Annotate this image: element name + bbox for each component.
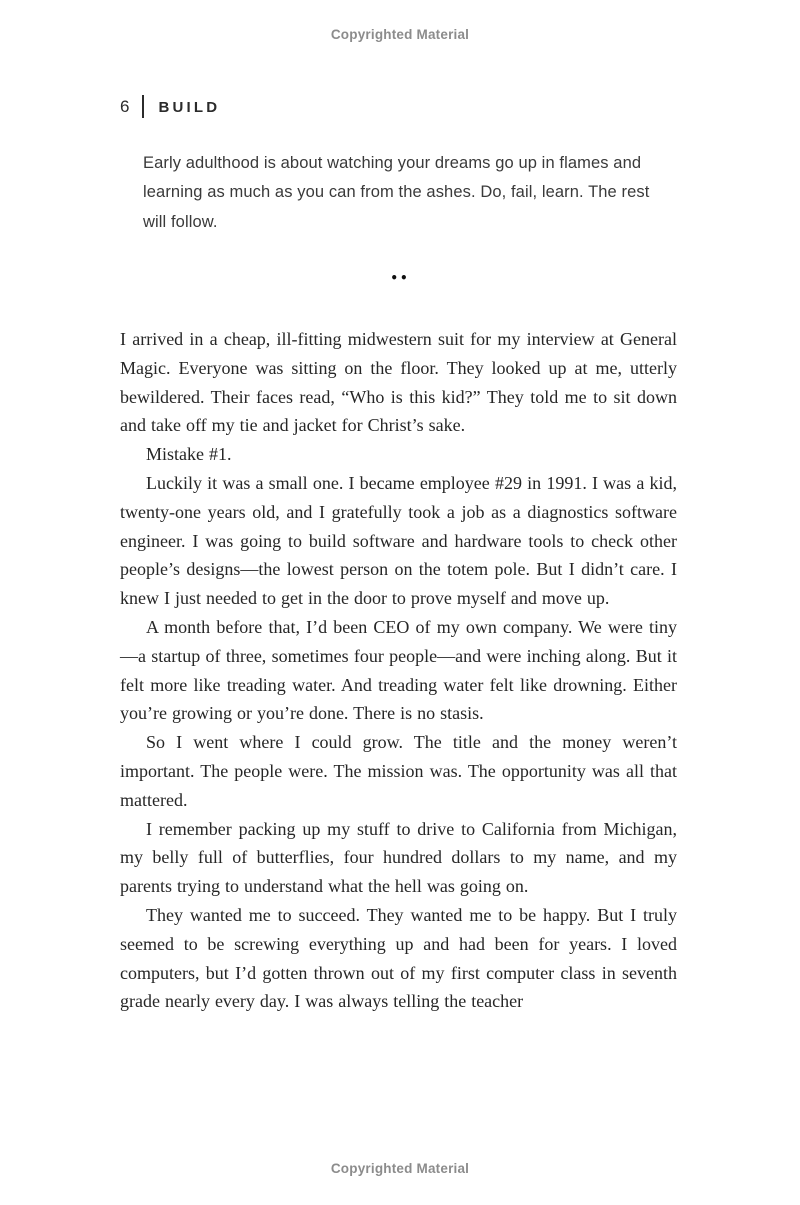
- page-number: 6: [120, 96, 130, 116]
- running-header: [120, 95, 220, 118]
- body-paragraph: I arrived in a cheap, ill-fitting midwestern suit for my interview at General Magic. Everyone was sitting on the floor. They looked up at me, utterly bewildered. Their faces read, “Who is this kid?” They told me to sit down and take off my tie and jacket for Christ’s sake.: [120, 329, 677, 436]
- copyright-notice-bottom: Copyrighted Material: [330, 1161, 470, 1176]
- book-title: BUILD: [158, 98, 221, 116]
- body-paragraph: I remember packing up my stuff to drive to California from Michigan, my belly full of butterflies, four hundred dollars to my name, and my parents trying to understand what the hell was going on.: [120, 818, 677, 897]
- chapter-epigraph: Early adulthood is about watching your dreams go up in flames and learning as much as you can from the ashes. Do, fail, learn. The rest will follow.: [143, 154, 650, 231]
- copyright-notice-top: Copyrighted Material: [330, 27, 470, 42]
- section-divider-dots: ••: [390, 271, 410, 285]
- body-paragraph: Mistake #1.: [146, 444, 232, 465]
- body-paragraph: So I went where I could grow. The title and the money weren’t important. The people were. The mission was. The opportunity was all that mattered.: [120, 732, 677, 810]
- body-paragraph: A month before that, I’d been CEO of my own company. We were tiny—a startup of three, sometimes four people—and were inching along. But it felt more like treading water. And treading water felt like drowning. Either you’re growing or you’re done. There is no stasis.: [120, 616, 677, 724]
- body-paragraph: They wanted me to succeed. They wanted me to be happy. But I truly seemed to be screwing everything up and had been for years. I loved computers, but I’d gotten thrown out of my first computer class in seventh grade nearly every day. I was always telling the teacher: [120, 904, 677, 1012]
- header-divider-bar: [142, 95, 144, 118]
- body-paragraph: Luckily it was a small one. I became employee #29 in 1991. I was a kid, twenty-one years old, and I gratefully took a job as a diagnostics software engineer. I was going to build software and hardware tools to check other people’s designs—the lowest person on the totem pole. But I didn’t care. I knew I just needed to get in the door to prove myself and move up.: [120, 472, 677, 609]
- body-text-block: [120, 325, 677, 1016]
